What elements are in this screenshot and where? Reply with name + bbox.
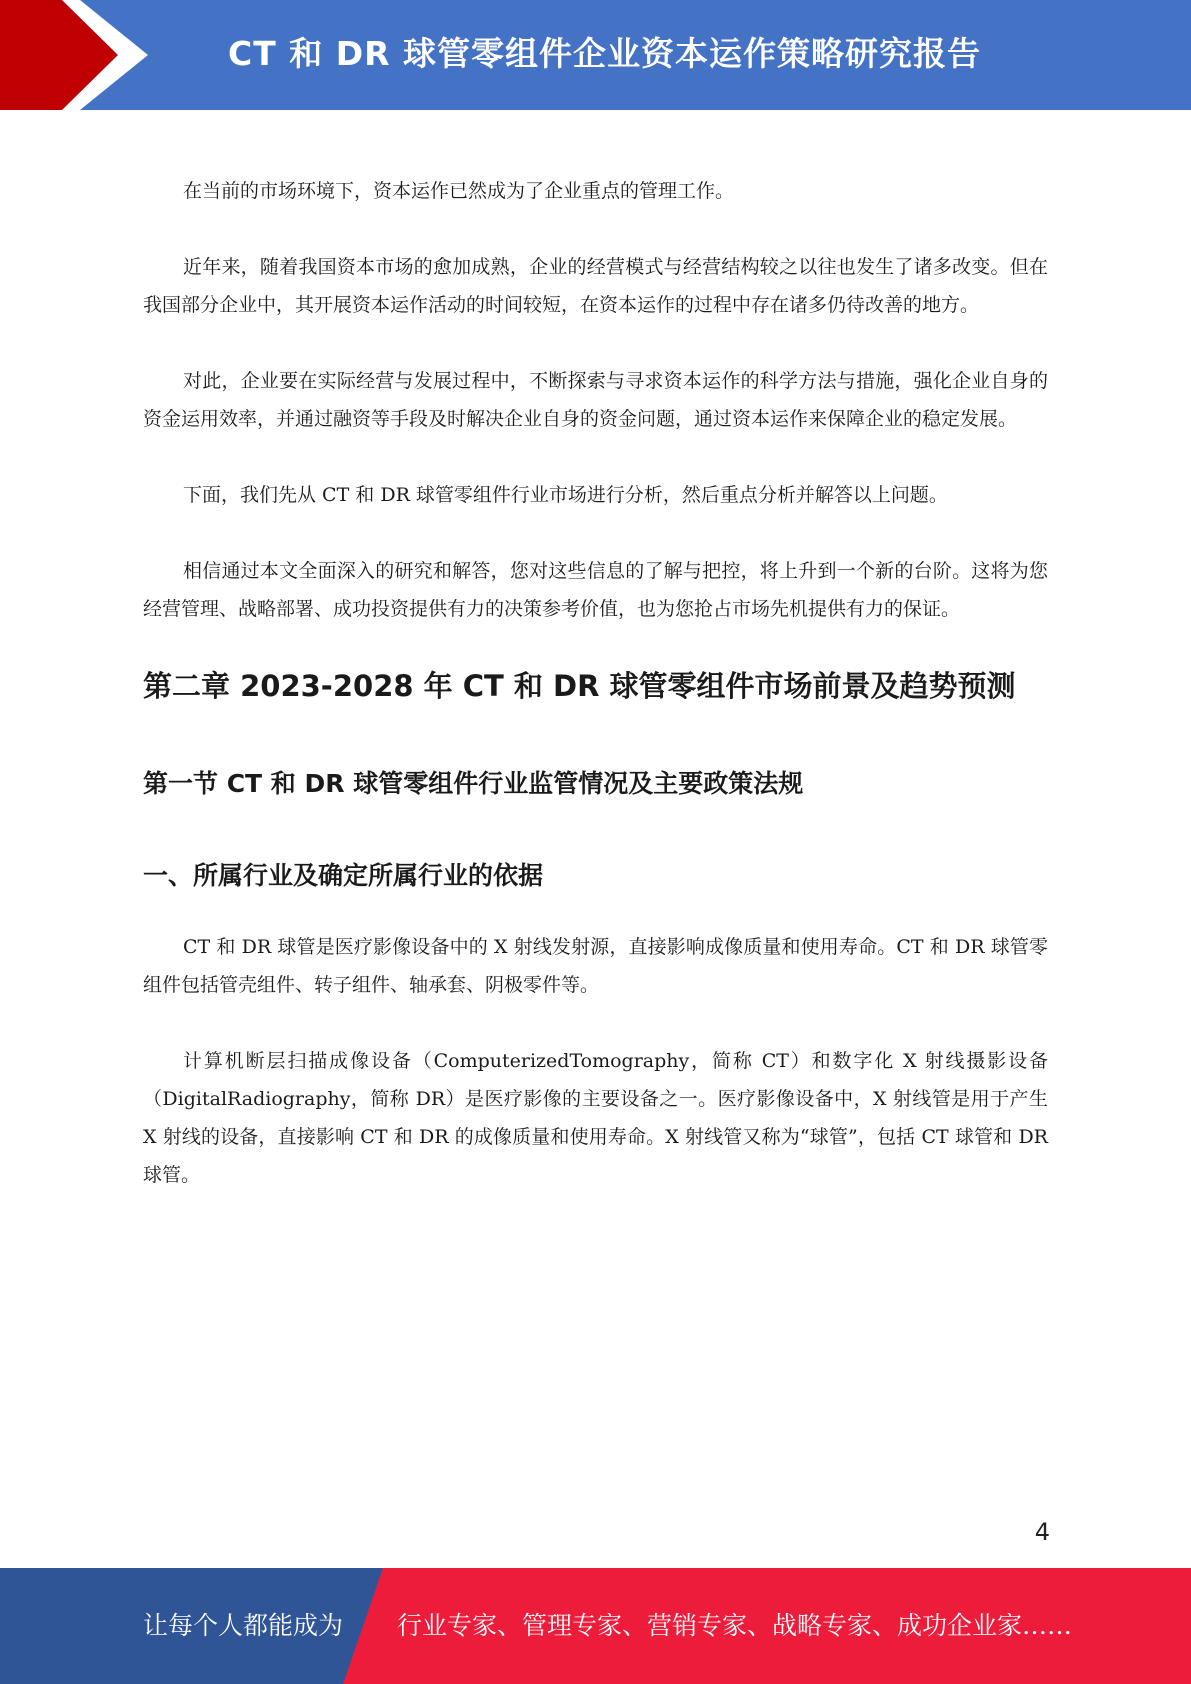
- intro-paragraph-3: 对此，企业要在实际经营与发展过程中，不断探索与寻求资本运作的科学方法与措施，强化企业自身的资金运用效率，并通过融资等手段及时解决企业自身的资金问题，通过资本运作来保障企业的稳定发展。: [143, 370, 1048, 430]
- page-content: [143, 172, 1048, 1232]
- intro-paragraph-2: 近年来，随着我国资本市场的愈加成熟，企业的经营模式与经营结构较之以往也发生了诸多改变。但在我国部分企业中，其开展资本运作活动的时间较短，在资本运作的过程中存在诸多仍待改善的地方。: [143, 256, 1048, 316]
- chapter-heading: 第二章 2023-2028 年 CT 和 DR 球管零组件市场前景及趋势预测: [143, 669, 1016, 703]
- intro-paragraph-5: 相信通过本文全面深入的研究和解答，您对这些信息的了解与把控，将上升到一个新的台阶。这将为您经营管理、战略部署、成功投资提供有力的决策参考价值，也为您抢占市场先机提供有力的保证。: [143, 560, 1048, 620]
- footer-slogan-left: 让每个人都能成为: [143, 1611, 344, 1640]
- page-number: 4: [1034, 1518, 1050, 1546]
- page-header: [0, 0, 1191, 110]
- header-chevron-graphic: [0, 0, 160, 110]
- footer-slogan-right: 行业专家、管理专家、营销专家、战略专家、成功企业家……: [397, 1611, 1073, 1640]
- body-paragraph-1: CT 和 DR 球管是医疗影像设备中的 X 射线发射源，直接影响成像质量和使用寿命。CT 和 DR 球管零组件包括管壳组件、转子组件、轴承套、阴极零件等。: [143, 936, 1048, 996]
- section-heading: 第一节 CT 和 DR 球管零组件行业监管情况及主要政策法规: [143, 769, 804, 798]
- intro-paragraph-1: 在当前的市场环境下，资本运作已然成为了企业重点的管理工作。: [183, 180, 735, 202]
- intro-paragraph-4: 下面，我们先从 CT 和 DR 球管零组件行业市场进行分析，然后重点分析并解答以上问题。: [183, 484, 948, 506]
- report-title: CT 和 DR 球管零组件企业资本运作策略研究报告: [228, 34, 981, 73]
- body-paragraph-2: 计算机断层扫描成像设备（ComputerizedTomography，简称 CT）和数字化 X 射线摄影设备（DigitalRadiography，简称 DR）是医疗影像的主要设备之一。医疗影像设备中，X 射线管是用于产生 X 射线的设备，直接影响 CT 和 DR 的成像质量和使用寿命。X 射线管又称为“球管”，包括 CT 球管和 DR 球管。: [143, 1050, 1048, 1186]
- page-footer: [0, 1568, 1191, 1684]
- subsection-heading: 一、所属行业及确定所属行业的依据: [143, 861, 544, 890]
